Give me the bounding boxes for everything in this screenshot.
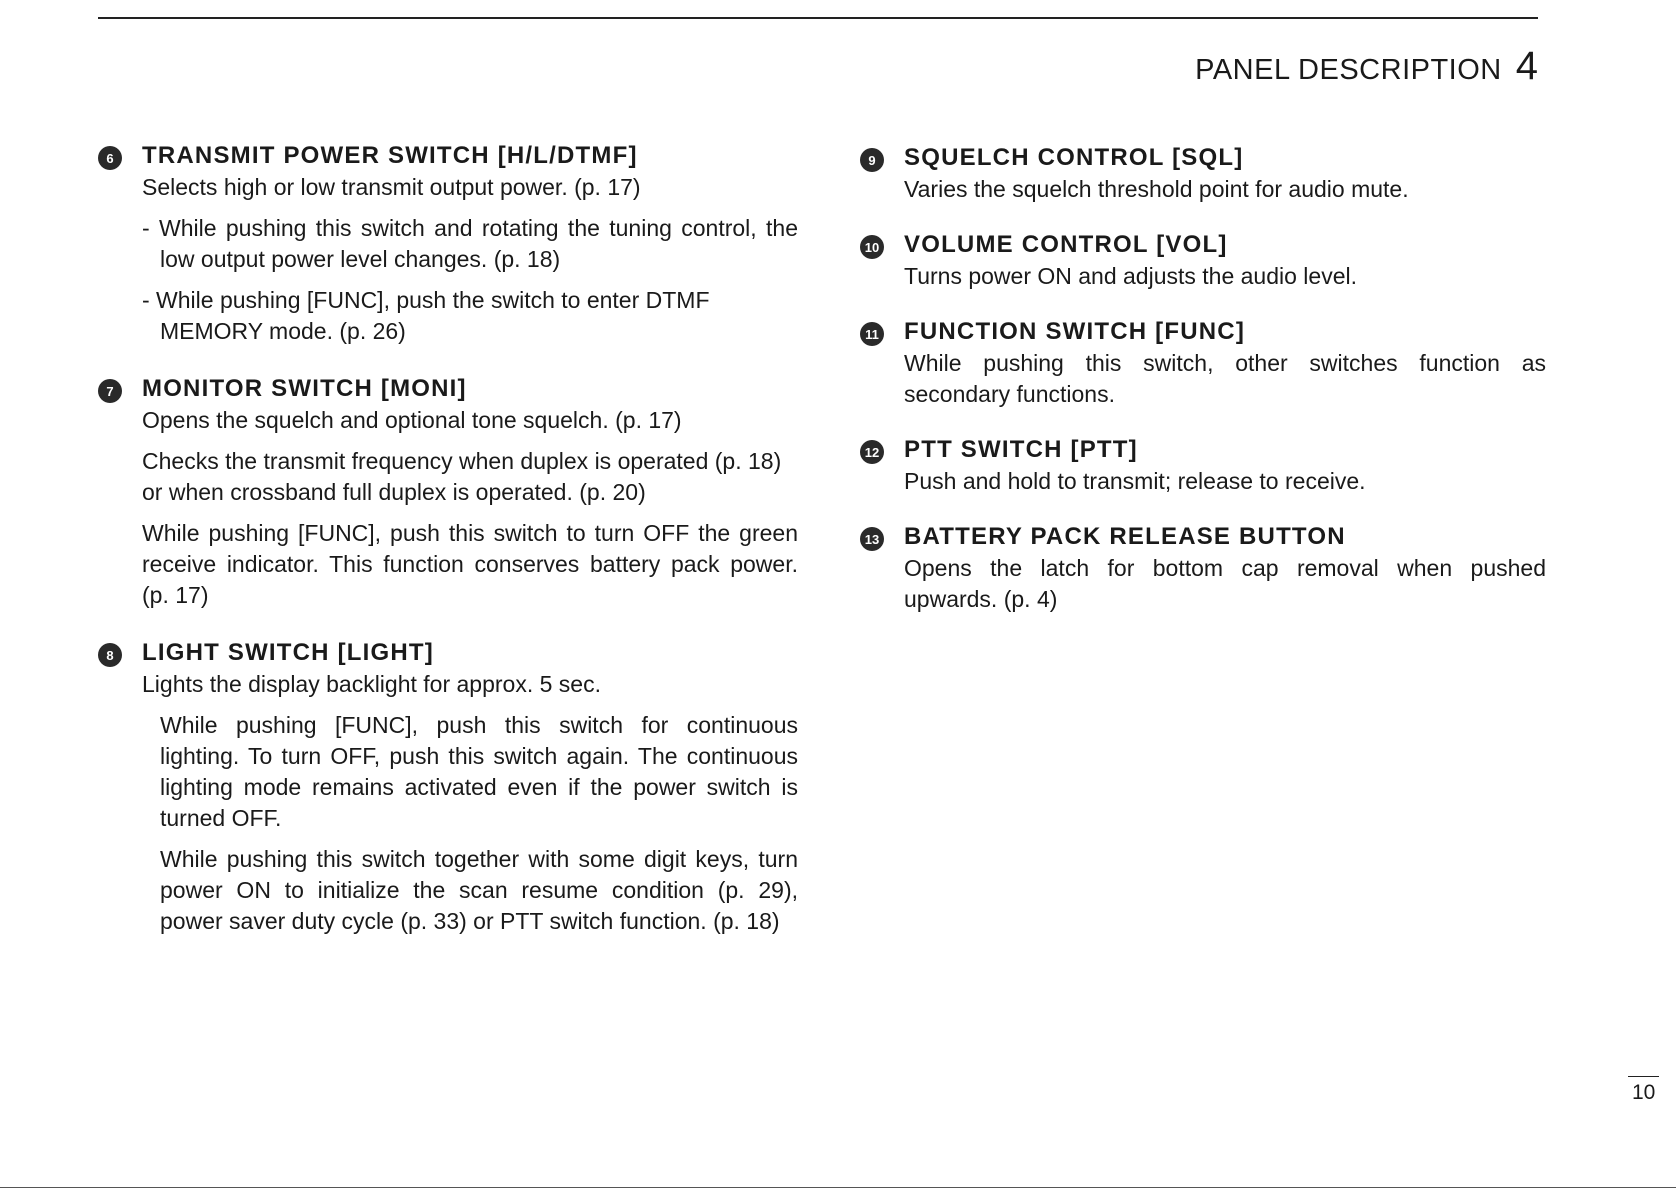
item-description: Opens the squelch and optional tone squelch. (p. 17)	[142, 407, 682, 433]
item-number-marker: 13	[860, 527, 884, 551]
item-title: BATTERY PACK RELEASE BUTTON	[904, 523, 1346, 550]
item-description: Opens the latch for bottom cap removal when pushed upwards. (p. 4)	[904, 555, 1546, 612]
item-title: TRANSMIT POWER SWITCH [H/L/DTMF]	[142, 142, 638, 169]
item-description: Varies the squelch threshold point for audio mute.	[904, 176, 1409, 202]
item-squelch-control	[860, 142, 1546, 205]
item-battery-pack-release-button	[860, 521, 1546, 615]
item-description: Push and hold to transmit; release to receive.	[904, 468, 1366, 494]
bullet-item: - While pushing [FUNC], push the switch to enter DTMF MEMORY mode. (p. 26)	[142, 287, 710, 344]
item-description: Turns power ON and adjusts the audio level.	[904, 263, 1358, 289]
item-title: VOLUME CONTROL [VOL]	[904, 231, 1228, 258]
item-volume-control	[860, 229, 1546, 292]
item-description: While pushing this switch, other switches function as secondary functions.	[904, 350, 1546, 407]
item-title: SQUELCH CONTROL [SQL]	[904, 144, 1244, 171]
page-number: 10	[1628, 1076, 1659, 1105]
section-title: PANEL DESCRIPTION	[1195, 54, 1502, 86]
item-title: LIGHT SWITCH [LIGHT]	[142, 639, 434, 666]
item-paragraph: Checks the transmit frequency when duplex is operated (p. 18) or when crossband full duplex is operated. (p. 20)	[142, 448, 782, 505]
item-number-marker: 12	[860, 440, 884, 464]
item-title: FUNCTION SWITCH [FUNC]	[904, 318, 1246, 345]
item-monitor-switch	[98, 373, 798, 611]
item-function-switch	[860, 316, 1546, 410]
item-title: PTT SWITCH [PTT]	[904, 436, 1138, 463]
bottom-rule	[0, 1187, 1676, 1188]
page-header	[1195, 44, 1538, 89]
right-column	[860, 142, 1546, 639]
top-rule	[98, 17, 1538, 19]
bullet-item: - While pushing this switch and rotating the tuning control, the low output power level changes. (p. 18)	[142, 215, 798, 272]
item-number-marker: 9	[860, 148, 884, 172]
item-number-marker: 10	[860, 235, 884, 259]
item-number-marker: 7	[98, 379, 122, 403]
item-title: MONITOR SWITCH [MONI]	[142, 375, 467, 402]
item-paragraph: While pushing [FUNC], push this switch for continuous lighting. To turn OFF, push this switch again. The continuous lighting mode remains activated even if the power switch is turned OFF.	[160, 712, 798, 831]
section-number: 4	[1515, 44, 1538, 88]
item-number-marker: 11	[860, 322, 884, 346]
left-column	[98, 140, 798, 963]
item-number-marker: 8	[98, 643, 122, 667]
item-description: Lights the display backlight for approx. 5 sec.	[142, 671, 601, 697]
item-description: Selects high or low transmit output power. (p. 17)	[142, 174, 641, 200]
item-transmit-power-switch	[98, 140, 798, 347]
item-ptt-switch	[860, 434, 1546, 497]
item-paragraph: While pushing this switch together with some digit keys, turn power ON to initialize the scan resume condition (p. 29), power saver duty cycle (p. 33) or PTT switch function. (p. 18)	[160, 846, 798, 934]
item-paragraph: While pushing [FUNC], push this switch to turn OFF the green receive indicator. This function conserves battery pack power. (p. 17)	[142, 520, 798, 608]
item-light-switch	[98, 637, 798, 937]
item-number-marker: 6	[98, 146, 122, 170]
